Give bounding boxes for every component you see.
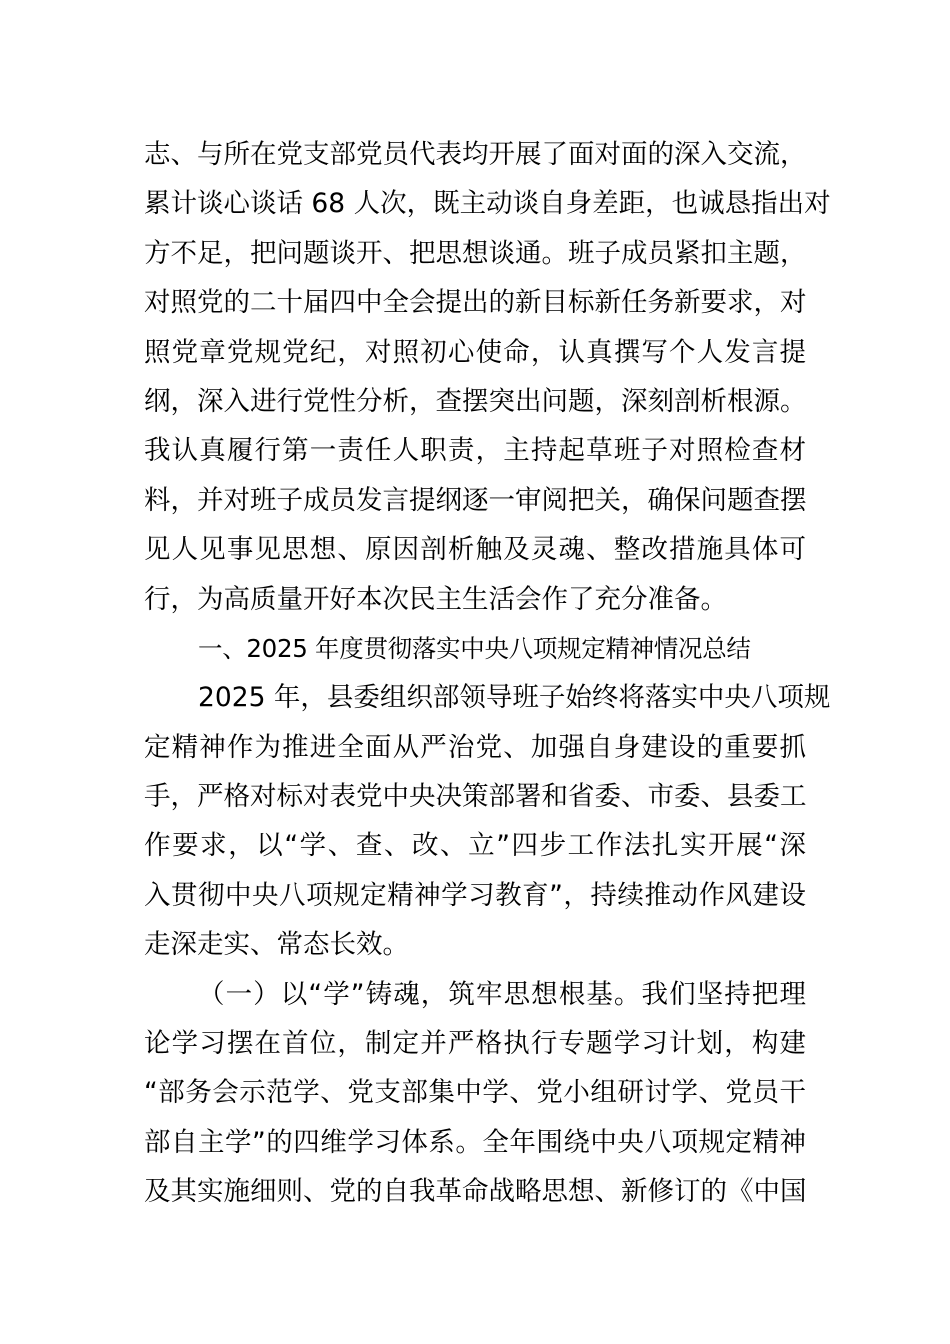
text-line: 入贯彻中央八项规定精神学习教育”，持续推动作风建设 [144, 879, 806, 911]
text-line: 方不足，把问题谈开、把思想谈通。班子成员紧扣主题， [144, 237, 807, 269]
text-line: 志、与所在党支部党员代表均开展了面对面的深入交流， [144, 139, 807, 170]
text-line: 论学习摆在首位，制定并严格执行专题学习计划，构建 [144, 1028, 806, 1060]
text-line: 作要求，以“学、查、改、立”四步工作法扎实开展“深 [144, 830, 806, 862]
section-heading [144, 624, 806, 673]
text-line: 累计谈心谈话 68 人次，既主动谈自身差距，也诚恳指出对 [144, 188, 831, 220]
text-line: 定精神作为推进全面从严治党、加强自身建设的重要抓 [144, 731, 806, 763]
text-line: 料，并对班子成员发言提纲逐一审阅把关，确保问题查摆 [144, 484, 807, 516]
text-line: 行，为高质量开好本次民主生活会作了充分准备。 [144, 583, 727, 615]
text-line: 及其实施细则、党的自我革命战略思想、新修订的《中国 [144, 1176, 807, 1208]
paragraph-study [144, 970, 806, 1217]
paragraph-preparation [144, 130, 831, 624]
text-line: 部自主学”的四维学习体系。全年围绕中央八项规定精神 [144, 1126, 806, 1158]
text-line: 我认真履行第一责任人职责，主持起草班子对照检查材 [144, 435, 806, 467]
text-line: 见人见事见思想、原因剖析触及灵魂、整改措施具体可 [144, 534, 806, 566]
paragraph-summary [144, 673, 831, 969]
text-line: （一）以“学”铸魂，筑牢思想根基。我们坚持把理 [198, 978, 806, 1010]
text-line: 走深走实、常态长效。 [144, 929, 409, 961]
text-line: 照党章党规党纪，对照初心使命，认真撰写个人发言提 [144, 336, 806, 368]
text-line: 手，严格对标对表党中央决策部署和省委、市委、县委工 [144, 781, 807, 813]
section-heading-text: 一、2025 年度贯彻落实中央八项规定精神情况总结 [198, 633, 751, 663]
document-body [144, 130, 831, 1217]
text-line: 对照党的二十届四中全会提出的新目标新任务新要求，对 [144, 287, 807, 319]
text-line: 2025 年，县委组织部领导班子始终将落实中央八项规 [198, 682, 831, 714]
text-line: “部务会示范学、党支部集中学、党小组研讨学、党员干 [144, 1077, 806, 1109]
text-line: 纲，深入进行党性分析，查摆突出问题，深刻剖析根源。 [144, 385, 807, 417]
